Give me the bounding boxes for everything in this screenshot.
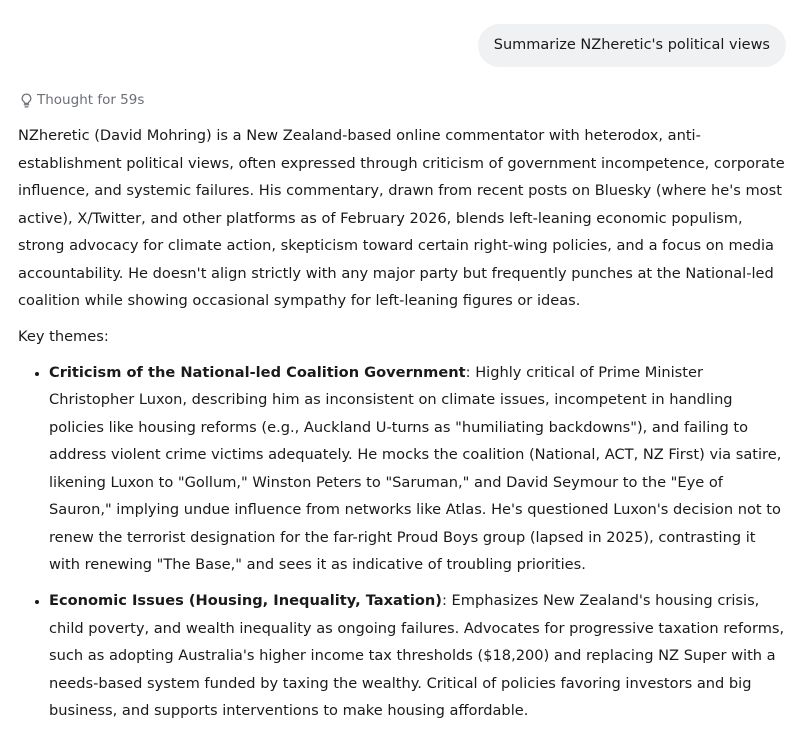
- theme-body: : Highly critical of Prime Minister Christopher Luxon, describing him as inconsistent on climate issues, incompetent in handling policies like housing reforms (e.g., Auckland U-turns as "humiliating backdowns"), and failing to address violent crime victims adequately. He mocks the coalition (National, ACT, NZ First) via satire, likening Luxon to "Gollum," Winston Peters to "Saruman," and David Seymour to the "Eye of Sauron," implying undue influence from networks like Atlas. He's questioned Luxon's decision not to renew the terrorist designation for the far-right Proud Boys group (lapsed in 2025), contrasting it with renewing "The Base," and sees it as indicative of troubling priorities.: [49, 363, 782, 573]
- assistant-response: [18, 122, 788, 733]
- theme-body: : Emphasizes New Zealand's housing crisis, child poverty, and wealth inequality as ongoing failures. Advocates for progressive taxation reforms, such as adopting Australia's higher income tax thresholds ($18,200) and replacing NZ Super with a needs-based system funded by taxing the wealthy. Critical of policies favoring investors and big business, and supports interventions to make housing affordable.: [49, 592, 785, 719]
- key-themes-label: Key themes:: [18, 328, 109, 345]
- theme-title: Criticism of the National-led Coalition Government: [49, 363, 466, 381]
- user-message-bubble: [478, 24, 786, 67]
- list-item: [49, 587, 788, 725]
- response-intro: NZheretic (David Mohring) is a New Zealand-based online commentator with heterodox, anti-establishment political views, often expressed through criticism of government incompetence, corporate influence, and systemic failures. His commentary, drawn from recent posts on Bluesky (where he's most active), X/Twitter, and other platforms as of February 2026, blends left-leaning economic populism, strong advocacy for climate action, skepticism toward certain right-wing policies, and a focus on media accountability. He doesn't align strictly with any major party but frequently punches at the National-led coalition while showing occasional sympathy for left-leaning figures or ideas.: [18, 127, 785, 309]
- theme-title: Economic Issues (Housing, Inequality, Taxation): [49, 592, 442, 609]
- lightbulb-icon: [18, 92, 35, 109]
- user-message-text: Summarize NZheretic's political views: [493, 37, 770, 53]
- list-item: [49, 359, 788, 579]
- themes-list: [18, 359, 788, 725]
- thought-label: Thought for 59s: [37, 92, 145, 108]
- thought-toggle[interactable]: [18, 90, 144, 110]
